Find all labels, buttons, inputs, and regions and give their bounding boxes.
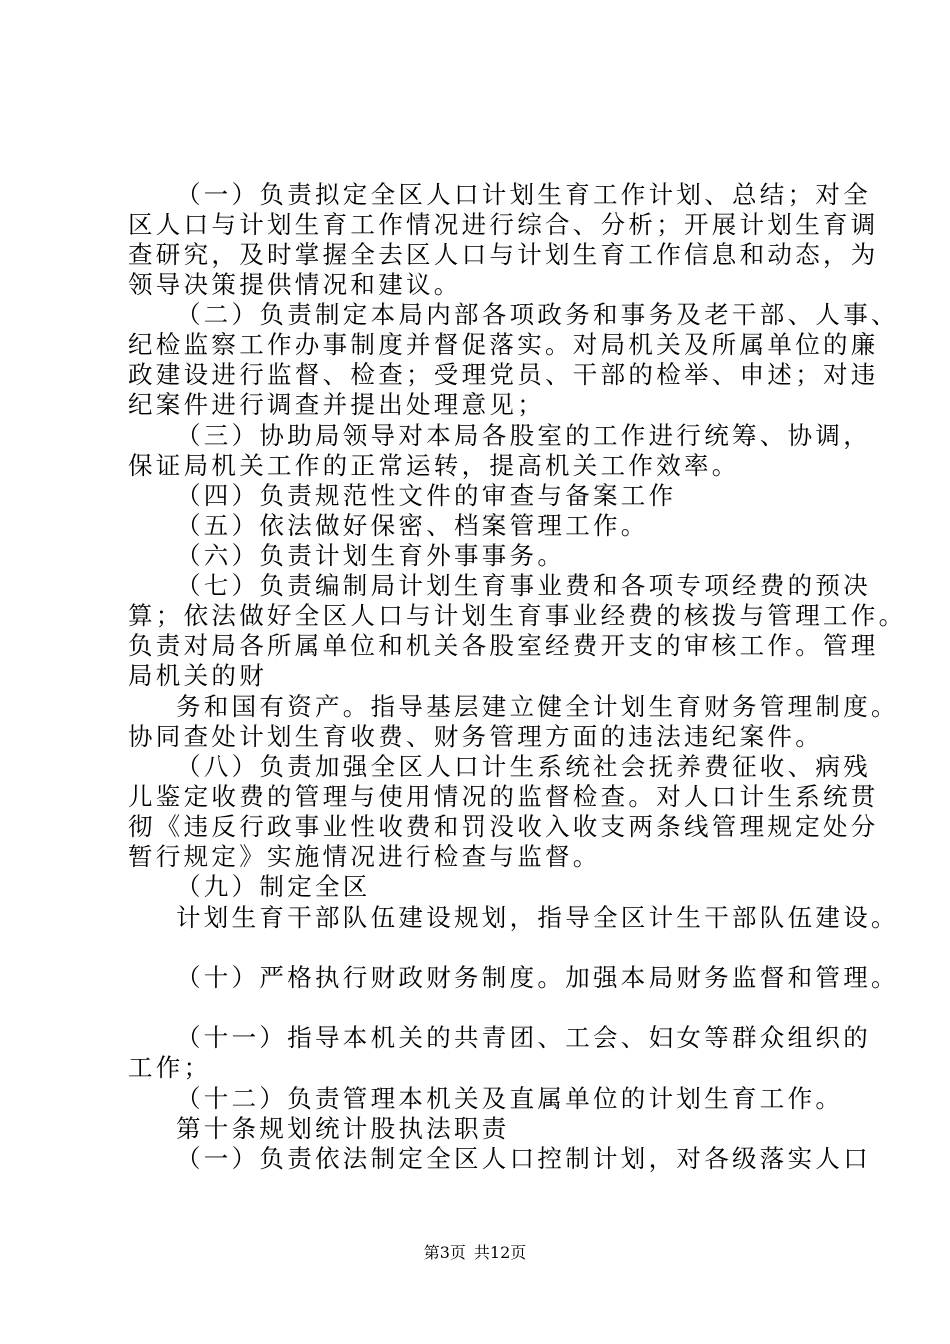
paragraph-7-line-4: 局机关的财: [128, 661, 267, 690]
paragraph-12-line-1: （十二）负责管理本机关及直属单位的计划生育工作。: [176, 1084, 844, 1113]
paragraph-2-line-2: 纪检监察工作办事制度并督促落实。对局机关及所属单位的廉: [128, 330, 879, 359]
section-heading-article-10: 第十条规划统计股执法职责: [176, 1114, 510, 1143]
paragraph-5-line-1: （五）依法做好保密、档案管理工作。: [176, 511, 649, 540]
paragraph-8-line-2: 儿鉴定收费的管理与使用情况的监督检查。对人口计生系统贯: [128, 782, 879, 811]
paragraph-7-line-2: 算；依法做好全区人口与计划生育事业经费的核拨与管理工作。: [128, 601, 907, 630]
paragraph-9-line-1: （九）制定全区: [176, 872, 371, 901]
paragraph-1-line-1: （一）负责拟定全区人口计划生育工作计划、总结；对全: [176, 180, 871, 209]
paragraph-11-line-2: 工作；: [128, 1053, 212, 1082]
paragraph-9-line-2: 计划生育干部队伍建设规划，指导全区计生干部队伍建设。: [176, 903, 899, 932]
paragraph-11-line-1: （十一）指导本机关的共青团、工会、妇女等群众组织的: [176, 1023, 871, 1052]
paragraph-8-line-1: （八）负责加强全区人口计生系统社会抚养费征收、病残: [176, 752, 871, 781]
paragraph-3-line-2: 保证局机关工作的正常运转，提高机关工作效率。: [128, 451, 740, 480]
paragraph-1-line-3: 查研究，及时掌握全去区人口与计划生育工作信息和动态，为: [128, 240, 879, 269]
paragraph-7-line-3: 负责对局各所属单位和机关各股室经费开支的审核工作。管理: [128, 631, 879, 660]
paragraph-8-line-4: 暂行规定》实施情况进行检查与监督。: [128, 842, 601, 871]
paragraph-2-line-3: 政建设进行监督、检查；受理党员、干部的检举、申述；对违: [128, 360, 879, 389]
page-number: 第3页: [423, 1243, 466, 1262]
paragraph-8-line-3: 彻《违反行政事业性收费和罚没收入收支两条线管理规定处分: [128, 812, 879, 841]
paragraph-4-line-1: （四）负责规范性文件的审查与备案工作: [176, 481, 677, 510]
paragraph-2-line-4: 纪案件进行调查并提出处理意见；: [128, 390, 545, 419]
paragraph-2-line-1: （二）负责制定本局内部各项政务和事务及老干部、人事、: [176, 300, 899, 329]
paragraph-10-line-1: （十）严格执行财政财务制度。加强本局财务监督和管理。: [176, 963, 899, 992]
paragraph-13-line-1: （一）负责依法制定全区人口控制计划，对各级落实人口: [176, 1144, 871, 1173]
paragraph-7-line-6: 协同查处计划生育收费、财务管理方面的违法违纪案件。: [128, 722, 823, 751]
paragraph-1-line-4: 领导决策提供情况和建议。: [128, 270, 462, 299]
total-pages: 共12页: [473, 1243, 527, 1262]
paragraph-7-line-1: （七）负责编制局计划生育事业费和各项专项经费的预决: [176, 571, 871, 600]
page-footer: [0, 1243, 950, 1263]
paragraph-6-line-1: （六）负责计划生育外事事务。: [176, 541, 566, 570]
paragraph-7-line-5: 务和国有资产。指导基层建立健全计划生育财务管理制度。: [176, 692, 899, 721]
paragraph-1-line-2: 区人口与计划生育工作情况进行综合、分析；开展计划生育调: [128, 210, 879, 239]
paragraph-3-line-1: （三）协助局领导对本局各股室的工作进行统筹、协调，: [176, 421, 871, 450]
